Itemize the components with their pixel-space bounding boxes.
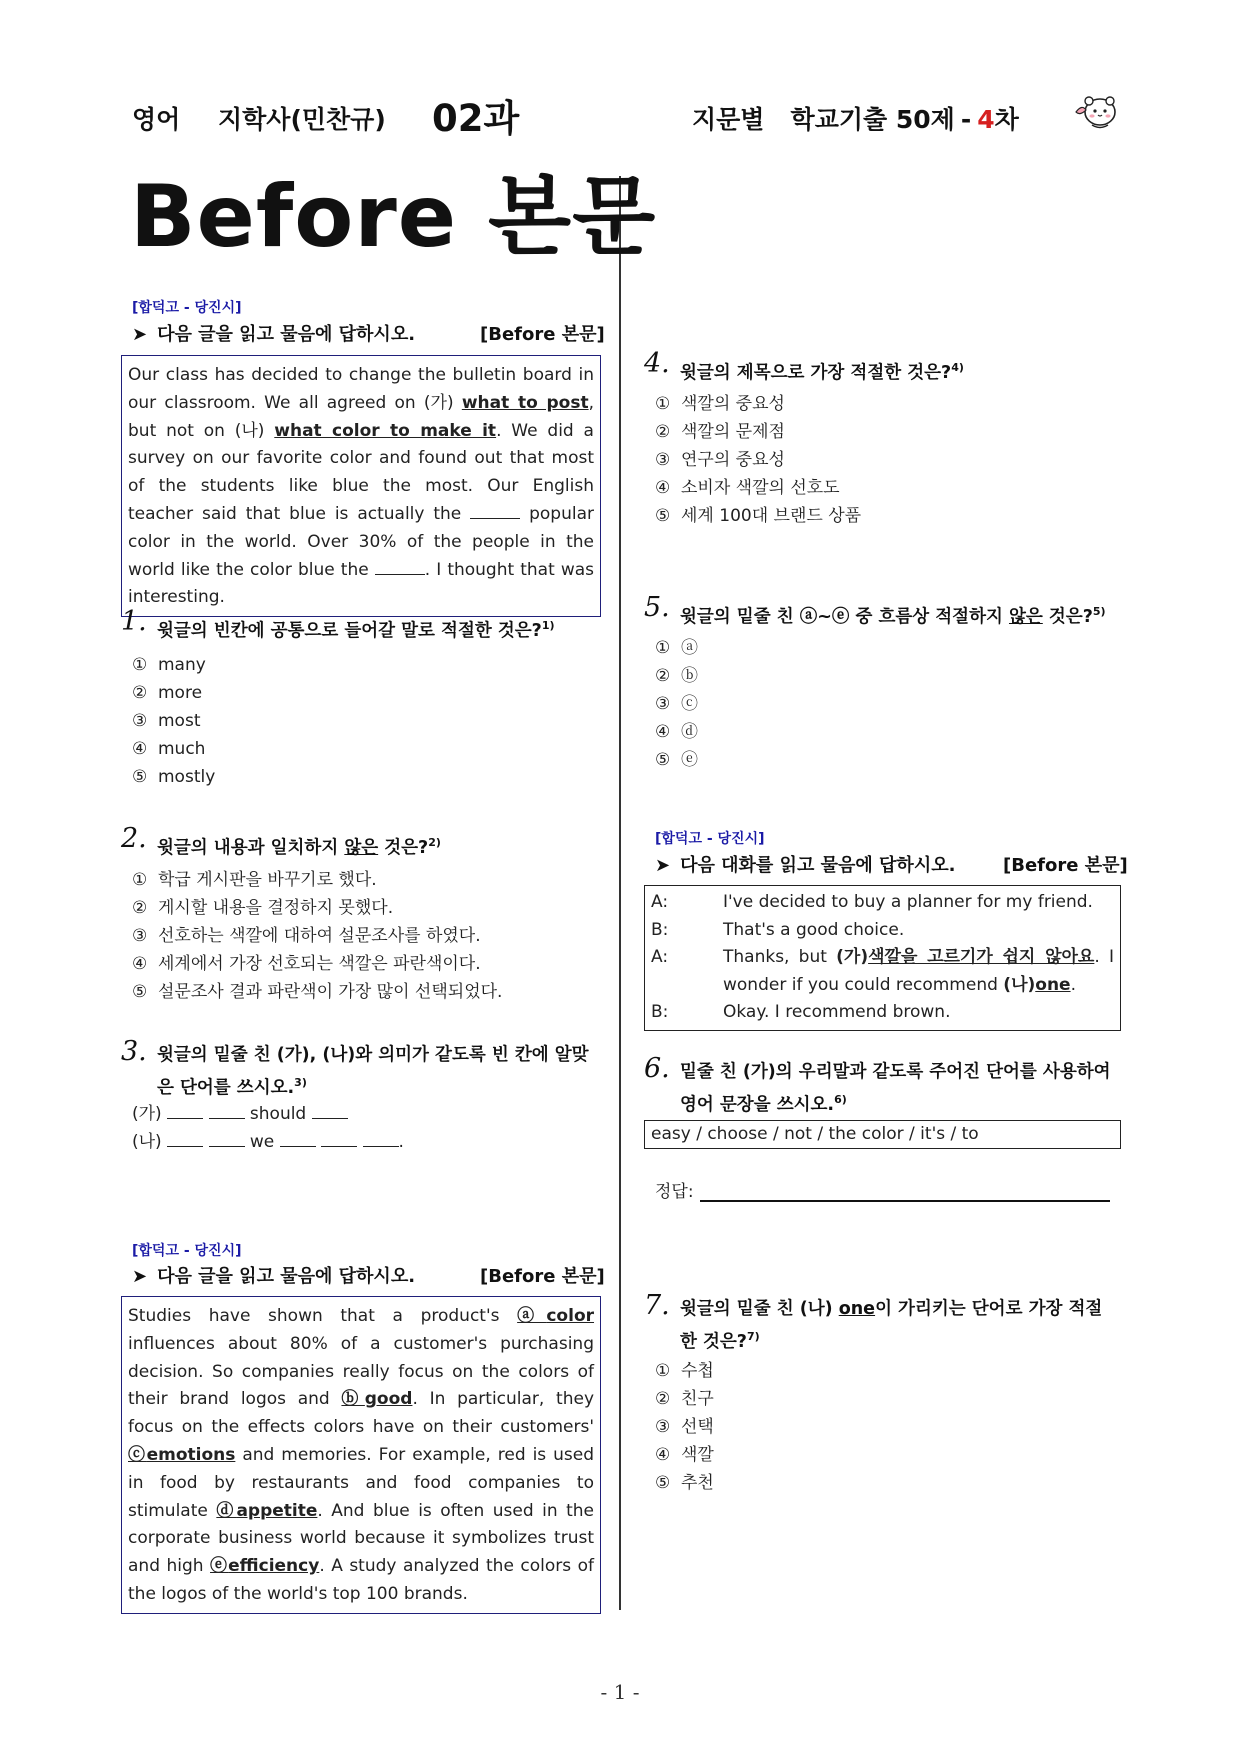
question-6-line-1: 밑줄 친 (가)의 우리말과 같도록 주어진 단어를 사용하여 [680,1062,1111,1082]
dialog-line-1: A: I've decided to buy a planner for my friend. [651,889,1114,917]
dialog-line-3: A: Thanks, but (가)색깔을 고르기가 쉽지 않아요. I wonder if you could recommend (나)one. [651,944,1114,999]
option-4[interactable]: ④ much [132,739,206,759]
option-1[interactable]: ① ⓐ [655,638,698,658]
passage2-underline-c: ⓒemotions [128,1444,236,1465]
option-1[interactable]: ① 수첩 [655,1361,714,1381]
word-box: easy / choose / not / the color / it's / to [644,1120,1121,1149]
blank[interactable] [363,1131,399,1147]
worksheet-title-main: 지문별 학교기출 50제 [692,105,955,134]
passage2-underline-e: ⓔefficiency [210,1556,320,1577]
lesson-label: 02과 [432,97,520,140]
speaker: B: [651,1002,669,1022]
question-2-number: 2. [121,823,147,854]
page-header [0,88,1240,138]
question-6-note: 6) [834,1093,847,1106]
passage1-text-5: . I thought that was interesting. [128,559,594,608]
option-3[interactable]: ③ most [132,711,201,731]
blank[interactable] [167,1103,203,1119]
question-5-number: 5. [644,592,670,623]
question-3-line-2: 은 단어를 쓰시오.$^{3)}$ [157,1076,307,1098]
blank[interactable] [321,1131,357,1147]
question-5-text: 윗글의 밑줄 친 ⓐ~ⓔ 중 흐름상 적절하지 않은 것은?$^{5)}$ [680,605,1106,627]
answer-label: 정답: [655,1182,694,1202]
speaker: B: [651,919,669,940]
question-2-underline: 않은 [344,837,379,858]
option-2[interactable]: ② 색깔의 문제점 [655,422,785,442]
page-number: - 1 - [600,1680,640,1704]
arrow-icon: ➤ [132,324,148,345]
dialog-underline-na: one [1035,974,1071,995]
option-4[interactable]: ④ 세계에서 가장 선호되는 색깔은 파란색이다. [132,954,481,974]
section2-instruction-text: 다음 글을 읽고 물음에 답하시오. [157,1266,416,1287]
section3-dialog [644,885,1121,1031]
section1-instruction-text: 다음 글을 읽고 물음에 답하시오. [157,324,416,345]
question-4-options [655,390,861,530]
section3-instruction-text: 다음 대화를 읽고 물음에 답하시오. [680,855,956,876]
question-5-options [655,634,698,774]
question-2-options [132,866,502,1006]
question-4-note: 4) [951,361,964,374]
option-5[interactable]: ⑤ 설문조사 결과 파란색이 가장 많이 선택되었다. [132,982,503,1002]
question-5 [644,592,1106,631]
option-2[interactable]: ② ⓑ [655,666,698,686]
question-7-note: 7) [746,1330,760,1343]
question-2-note: 2) [428,836,441,849]
passage2-underline-a: ⓐcolor [517,1306,595,1326]
passage1-underline-na: what color to make it [274,420,497,441]
question-6 [644,1053,1111,1119]
question-6-line-2: 영어 문장을 쓰시오.$^{6)}$ [680,1093,847,1115]
option-1[interactable]: ① many [132,655,206,675]
worksheet-title-dash: - [960,105,972,134]
option-3[interactable]: ③ 선택 [655,1417,714,1437]
option-5[interactable]: ⑤ mostly [132,767,216,787]
section3-source: [합덕고 - 당진시] [655,831,765,847]
answer-na: (나) we . [132,1132,404,1152]
option-4[interactable]: ④ 색깔 [655,1445,714,1465]
passage1-text-3: . We did a survey on our favorite color and found out that most of the students like blue the most. Our English teacher said that blue is actually the [128,420,594,524]
question-2-text: 윗글의 내용과 일치하지 않은 것은?$^{2)}$ [157,836,441,858]
option-5[interactable]: ⑤ ⓔ [655,750,698,770]
question-3-answers [132,1100,404,1156]
answer-field[interactable] [655,1177,1110,1202]
option-5[interactable]: ⑤ 추천 [655,1473,714,1493]
question-7-underline: one [838,1299,876,1319]
passage2-underline-d: ⓓappetite [216,1500,318,1521]
question-1-note: 1) [541,619,555,632]
option-2[interactable]: ② 게시할 내용을 결정하지 못했다. [132,898,394,918]
blank[interactable] [209,1131,245,1147]
passage1-text-2: , but not on (나) [128,392,594,441]
subject-label: 영어 [132,105,181,134]
passage1-blank-1 [470,503,520,519]
option-4[interactable]: ④ ⓓ [655,722,698,742]
bear-mascot-icon [1072,90,1120,132]
blank[interactable] [312,1103,348,1119]
section3-instruction [655,851,955,877]
option-1[interactable]: ① 학급 게시판을 바꾸기로 했다. [132,870,377,890]
option-4[interactable]: ④ 소비자 색깔의 선호도 [655,478,840,498]
question-7-number: 7. [644,1290,670,1321]
speaker: A: [651,892,669,912]
question-1-number: 1. [121,606,147,637]
arrow-icon: ➤ [132,1266,148,1287]
option-3[interactable]: ③ ⓒ [655,694,698,714]
section3-tag: [Before 본문] [1003,855,1128,876]
passage2-underline-b: ⓑgood [341,1389,413,1410]
question-4-number: 4. [644,348,670,379]
section2-source: [합덕고 - 당진시] [132,1243,242,1259]
option-1[interactable]: ① 색깔의 중요성 [655,394,785,414]
question-7-options [655,1357,714,1497]
option-3[interactable]: ③ 선호하는 색깔에 대하여 설문조사를 하였다. [132,926,481,946]
question-1 [121,606,555,645]
question-3 [121,1036,589,1102]
passage1-text-1: Our class has decided to change the bulletin board in our classroom. We all agreed on (가) [128,365,594,413]
passage1-underline-ga: what to post [461,392,589,413]
arrow-icon: ➤ [655,855,671,876]
blank[interactable] [280,1131,316,1147]
passage1-text-4: popular color in the world. Over 30% of the people in the world like the color blue the [128,503,594,580]
column-divider [619,176,621,1610]
section1-instruction [132,320,415,346]
section1-passage [121,355,601,617]
worksheet-round-suffix: 차 [994,105,1019,134]
question-3-note: 3) [294,1076,307,1089]
big-title: Before 본문 [130,167,657,267]
speaker: A: [651,947,669,967]
question-1-options [132,651,215,791]
publisher-label: 지학사(민찬규) [218,105,386,134]
question-3-line-1: 윗글의 밑줄 친 (가), (나)와 의미가 같도록 빈 칸에 알맞 [157,1045,589,1065]
answer-ga: (가) should [132,1100,404,1128]
answer-line[interactable] [700,1188,1110,1202]
option-3[interactable]: ③ 연구의 중요성 [655,450,785,470]
dialog-line-2: B: That's a good choice. [651,917,1114,945]
question-7 [644,1290,1103,1356]
dialog-underline-ga: 색깔을 고르기가 쉽지 않아요 [868,947,1095,967]
passage1-blank-2 [375,559,425,575]
option-2[interactable]: ② 친구 [655,1389,714,1409]
blank[interactable] [167,1131,203,1147]
question-7-line-2: 한 것은?$^{7)}$ [680,1330,760,1352]
question-1-prompt: 윗글의 빈칸에 공통으로 들어갈 말로 적절한 것은? [157,620,542,641]
section2-tag: [Before 본문] [480,1266,605,1287]
question-1-text [157,612,555,645]
section1-source: [합덕고 - 당진시] [132,300,242,316]
worksheet-round-number: 4 [977,105,995,134]
blank[interactable] [209,1103,245,1119]
section2-instruction [132,1262,415,1288]
question-3-number: 3. [121,1036,147,1067]
worksheet-title [692,100,1019,136]
question-6-number: 6. [644,1053,670,1084]
question-2 [121,823,441,862]
question-4-text: 윗글의 제목으로 가장 적절한 것은?$^{4)}$ [680,361,964,383]
question-4 [644,348,964,387]
option-2[interactable]: ② more [132,683,203,703]
option-5[interactable]: ⑤ 세계 100대 브랜드 상품 [655,506,862,526]
section1-tag: [Before 본문] [480,324,605,345]
question-5-underline: 않은 [1008,606,1043,627]
dialog-line-4: B: Okay. I recommend brown. [651,999,1114,1027]
section2-passage: Studies have shown that a product's ⓐcolor influences about 80% of a customer's purchasing decision. So companies really focus on the colors of their brand logos and ⓑgood. In particular, they focus on the effects colors have on their customers' ⓒemotions and memories. For example, red is used in food by restaurants and food companies to stimulate ⓓappetite. And blue is often used in the corporate business world because it symbolizes trust and high ⓔefficiency. A study analyzed the colors of the logos of the world's top 100 brands. [121,1296,601,1614]
question-5-note: 5) [1092,605,1106,618]
question-7-line-1: 윗글의 밑줄 친 (나) one이 가리키는 단어로 가장 적절 [680,1299,1103,1319]
